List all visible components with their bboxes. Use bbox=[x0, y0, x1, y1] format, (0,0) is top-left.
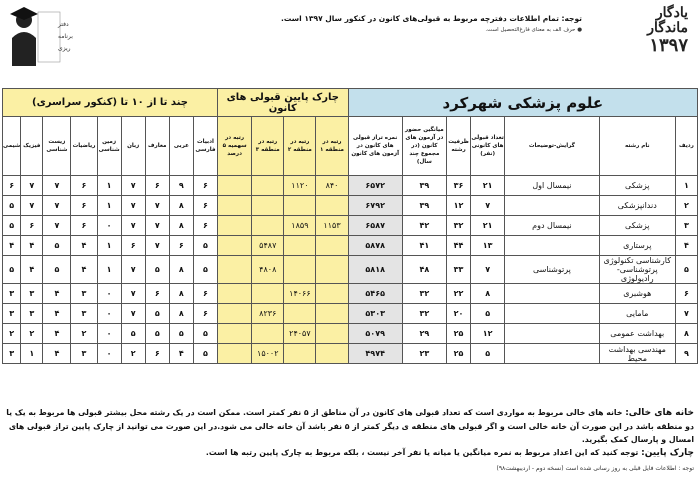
column-header: گرایش-توضیحات bbox=[505, 117, 599, 176]
subject-score: ۵ bbox=[145, 324, 169, 344]
balanced-score: ۵۸۱۸ bbox=[348, 256, 402, 284]
subject-score: ۴ bbox=[43, 304, 71, 324]
table-row bbox=[3, 176, 698, 196]
subject-score: ۰ bbox=[97, 324, 121, 344]
field-desc bbox=[505, 236, 599, 256]
rank-region-1: ۸۴۰ bbox=[316, 176, 348, 196]
table-row bbox=[3, 196, 698, 216]
rank-quota-5 bbox=[218, 344, 252, 364]
subject-score: ۵ bbox=[193, 344, 217, 364]
subject-score: ۷ bbox=[43, 216, 71, 236]
table-row bbox=[3, 256, 698, 284]
subject-score: ۵ bbox=[3, 256, 21, 284]
rank-region-2: ۲۴۰۵۷ bbox=[284, 324, 316, 344]
subject-score: ۵ bbox=[145, 256, 169, 284]
subject-score: ۶ bbox=[193, 176, 217, 196]
header-note: توجه: تمام اطلاعات دفترچه مربوط به قبولی‌های کانون در کنکور سال ۱۳۹۷ است. bbox=[281, 14, 582, 23]
subject-score: ۵ bbox=[193, 236, 217, 256]
subject-score: ۷ bbox=[121, 284, 145, 304]
footer-note: توجه : اطلاعات فایل قبلی به روز رسانی شده است (نسخه دوم - اردیبهشت۹۸) bbox=[496, 465, 694, 472]
rank-region-3: ۱۵۰۰۲ bbox=[252, 344, 284, 364]
subject-score: ۸ bbox=[169, 256, 193, 284]
brand-year: ۱۳۹۷ bbox=[649, 35, 688, 56]
avg-attendance: ۴۲ bbox=[402, 216, 446, 236]
accepted-count: ۸ bbox=[471, 284, 505, 304]
rank-region-1 bbox=[316, 304, 348, 324]
rank-quota-5 bbox=[218, 256, 252, 284]
capacity: ۲۵ bbox=[446, 344, 470, 364]
subject-score: ۵ bbox=[3, 196, 21, 216]
subject-score: ۱ bbox=[97, 176, 121, 196]
field-name: بهداشت عمومی bbox=[599, 324, 675, 344]
subject-score: ۷ bbox=[121, 196, 145, 216]
subject-score: ۵ bbox=[145, 304, 169, 324]
subject-score: ۶ bbox=[193, 196, 217, 216]
rank-region-3 bbox=[252, 196, 284, 216]
subject-score: ۵ bbox=[193, 256, 217, 284]
subject-score: ۳ bbox=[71, 304, 97, 324]
brand-logo bbox=[596, 6, 688, 64]
note-empty-title: خانه های خالی: bbox=[625, 408, 694, 418]
subject-score: ۳ bbox=[21, 284, 43, 304]
section-scores: چند تا از ۱۰ تا (کنکور سراسری) bbox=[3, 89, 218, 117]
accepted-count: ۷ bbox=[471, 196, 505, 216]
field-desc: نیمسال دوم bbox=[505, 216, 599, 236]
header-subnote: ● حرف الف به معنای فارغ‌التحصیل است. bbox=[485, 27, 582, 33]
rank-region-1 bbox=[316, 344, 348, 364]
subject-score: ۰ bbox=[97, 284, 121, 304]
section-ranks: چارک پایین قبولی های کانون bbox=[218, 89, 349, 117]
subject-score: ۷ bbox=[43, 176, 71, 196]
rank-region-2: ۱۴۰۶۶ bbox=[284, 284, 316, 304]
rank-quota-5 bbox=[218, 304, 252, 324]
rank-region-3 bbox=[252, 284, 284, 304]
column-header: رتبه در منطقه ۲ bbox=[284, 117, 316, 176]
subject-score: ۰ bbox=[97, 304, 121, 324]
rank-region-3 bbox=[252, 176, 284, 196]
rank-quota-5 bbox=[218, 196, 252, 216]
field-desc bbox=[505, 324, 599, 344]
field-name: دندانپزشکی bbox=[599, 196, 675, 216]
column-header: تعداد قبولی های کانونی (نفر) bbox=[471, 117, 505, 176]
subject-score: ۱ bbox=[21, 344, 43, 364]
field-name: پزشکی bbox=[599, 216, 675, 236]
avg-attendance: ۳۲ bbox=[402, 284, 446, 304]
subject-score: ۲ bbox=[3, 324, 21, 344]
field-name: کارشناسی تکنولوژی پرتوشناسی- رادیولوژی bbox=[599, 256, 675, 284]
rank-quota-5 bbox=[218, 236, 252, 256]
subject-score: ۲ bbox=[121, 344, 145, 364]
field-desc bbox=[505, 196, 599, 216]
subject-score: ۶ bbox=[145, 176, 169, 196]
subject-score: ۶ bbox=[145, 284, 169, 304]
subject-score: ۵ bbox=[43, 236, 71, 256]
rank-quota-5 bbox=[218, 324, 252, 344]
table-row bbox=[3, 324, 698, 344]
rank-region-3: ۸۲۳۶ bbox=[252, 304, 284, 324]
field-name: پرستاری bbox=[599, 236, 675, 256]
subject-score: ۳ bbox=[3, 284, 21, 304]
subject-score: ۵ bbox=[121, 324, 145, 344]
subject-score: ۷ bbox=[145, 236, 169, 256]
accepted-count: ۲۱ bbox=[471, 176, 505, 196]
accepted-count: ۵ bbox=[471, 304, 505, 324]
column-header: ردیف bbox=[675, 117, 697, 176]
capacity: ۳۲ bbox=[446, 216, 470, 236]
capacity: ۲۰ bbox=[446, 304, 470, 324]
subject-score: ۸ bbox=[169, 216, 193, 236]
column-header: زیست شناسی bbox=[43, 117, 71, 176]
subject-score: ۲ bbox=[21, 324, 43, 344]
avg-attendance: ۳۹ bbox=[402, 176, 446, 196]
capacity: ۳۶ bbox=[446, 176, 470, 196]
table-row bbox=[3, 284, 698, 304]
subject-score: ۱ bbox=[97, 196, 121, 216]
note-empty-cells bbox=[6, 406, 694, 446]
rank-quota-5 bbox=[218, 216, 252, 236]
column-header: شیمی bbox=[3, 117, 21, 176]
column-header: رتبه در منطقه ۳ bbox=[252, 117, 284, 176]
balanced-score: ۴۹۷۴ bbox=[348, 344, 402, 364]
column-header: رتبه در منطقه ۱ bbox=[316, 117, 348, 176]
subject-score: ۶ bbox=[145, 344, 169, 364]
capacity: ۴۴ bbox=[446, 236, 470, 256]
column-header: نمره تراز قبولی های کانون در آزمون های کانون bbox=[348, 117, 402, 176]
subject-score: ۴ bbox=[21, 256, 43, 284]
rank-region-2 bbox=[284, 344, 316, 364]
balanced-score: ۶۷۹۲ bbox=[348, 196, 402, 216]
rank-region-3 bbox=[252, 216, 284, 236]
subject-score: ۳ bbox=[21, 304, 43, 324]
column-header: نام رشته bbox=[599, 117, 675, 176]
subject-score: ۴ bbox=[21, 236, 43, 256]
row-number: ۸ bbox=[675, 324, 697, 344]
subject-score: ۱ bbox=[97, 256, 121, 284]
row-number: ۹ bbox=[675, 344, 697, 364]
subject-score: ۶ bbox=[71, 216, 97, 236]
subject-score: ۵ bbox=[193, 324, 217, 344]
subject-score: ۶ bbox=[169, 236, 193, 256]
subject-score: ۳ bbox=[3, 304, 21, 324]
subject-score: ۷ bbox=[145, 216, 169, 236]
field-name: مامایی bbox=[599, 304, 675, 324]
rank-region-3 bbox=[252, 324, 284, 344]
note-empty-text: خانه های خالی مربوط به مواردی است که تعداد قبولی های کانون در آن مناطق از ۵ نفر کمتر است. ممکن است در یک رشته محل بیشتر قبولی ها مربوط به یک یا دو منطقه باشد در این صورت آن خانه خالی است و اگر قبولی های منطقه ی دیگر کمتر از ۵ نفر باشد آن خانه خالی می شود.در این صورت می توانید از چارک پایین تراز قبولی های امسال و پارسال کمک بگیرید. bbox=[6, 408, 694, 444]
rank-region-1 bbox=[316, 256, 348, 284]
svg-text:ریزی: ریزی bbox=[58, 45, 71, 52]
row-number: ۵ bbox=[675, 256, 697, 284]
rank-region-1 bbox=[316, 236, 348, 256]
subject-score: ۴ bbox=[71, 256, 97, 284]
column-header: ظرفیت رشته bbox=[446, 117, 470, 176]
field-desc: نیمسال اول bbox=[505, 176, 599, 196]
column-header: ریاضیات bbox=[71, 117, 97, 176]
note-quartile bbox=[6, 446, 694, 460]
capacity: ۱۲ bbox=[446, 196, 470, 216]
accepted-count: ۷ bbox=[471, 256, 505, 284]
subject-score: ۷ bbox=[21, 176, 43, 196]
subject-score: ۷ bbox=[121, 256, 145, 284]
field-name: هوشبری bbox=[599, 284, 675, 304]
org-logo bbox=[4, 4, 73, 66]
balanced-score: ۵۴۶۵ bbox=[348, 284, 402, 304]
capacity: ۲۵ bbox=[446, 324, 470, 344]
accepted-count: ۱۳ bbox=[471, 236, 505, 256]
rank-region-2 bbox=[284, 236, 316, 256]
subject-score: ۵ bbox=[169, 324, 193, 344]
notes-block bbox=[6, 406, 694, 460]
rank-region-2 bbox=[284, 304, 316, 324]
subject-score: ۳ bbox=[71, 284, 97, 304]
subject-score: ۸ bbox=[169, 284, 193, 304]
column-header: میانگین حضور در آزمون های کانون (در مجموع چند سال) bbox=[402, 117, 446, 176]
avg-attendance: ۲۳ bbox=[402, 344, 446, 364]
note-quartile-title: چارک پایین: bbox=[641, 448, 694, 458]
field-name: پزشکی bbox=[599, 176, 675, 196]
subject-score: ۳ bbox=[3, 344, 21, 364]
avg-attendance: ۲۹ bbox=[402, 324, 446, 344]
capacity: ۳۳ bbox=[446, 256, 470, 284]
rank-region-2: ۱۱۲۰ bbox=[284, 176, 316, 196]
subject-score: ۶ bbox=[71, 176, 97, 196]
accepted-count: ۱۲ bbox=[471, 324, 505, 344]
svg-text:دفتر: دفتر bbox=[58, 21, 69, 28]
rank-quota-5 bbox=[218, 176, 252, 196]
table-row bbox=[3, 236, 698, 256]
rank-region-2 bbox=[284, 256, 316, 284]
subject-score: ۷ bbox=[21, 196, 43, 216]
subject-score: ۶ bbox=[21, 216, 43, 236]
subject-score: ۵ bbox=[43, 256, 71, 284]
rank-region-2 bbox=[284, 196, 316, 216]
subject-score: ۴ bbox=[43, 284, 71, 304]
balanced-score: ۶۵۷۲ bbox=[348, 176, 402, 196]
rank-region-1 bbox=[316, 284, 348, 304]
field-desc bbox=[505, 344, 599, 364]
subject-score: ۵ bbox=[3, 216, 21, 236]
balanced-score: ۵۰۷۹ bbox=[348, 324, 402, 344]
table-body bbox=[3, 176, 698, 364]
balanced-score: ۵۳۰۳ bbox=[348, 304, 402, 324]
balanced-score: ۵۸۷۸ bbox=[348, 236, 402, 256]
avg-attendance: ۳۲ bbox=[402, 304, 446, 324]
subject-score: ۶ bbox=[71, 196, 97, 216]
note-quartile-text: توجه کنید که این اعداد مربوط به نمره میانگین یا میانه یا نفر آخر نیست ، بلکه مربوط به چارک پایین رتبه ها است. bbox=[205, 448, 639, 457]
brand-line-1: یادگار bbox=[655, 5, 688, 21]
subject-score: ۷ bbox=[121, 304, 145, 324]
accepted-count: ۵ bbox=[471, 344, 505, 364]
subject-score: ۹ bbox=[169, 176, 193, 196]
row-number: ۳ bbox=[675, 216, 697, 236]
subject-score: ۰ bbox=[97, 216, 121, 236]
row-number: ۲ bbox=[675, 196, 697, 216]
column-header: فیزیک bbox=[21, 117, 43, 176]
subject-score: ۴ bbox=[43, 324, 71, 344]
rank-region-1 bbox=[316, 324, 348, 344]
subject-score: ۸ bbox=[169, 196, 193, 216]
subject-score: ۴ bbox=[71, 236, 97, 256]
balanced-score: ۶۵۸۷ bbox=[348, 216, 402, 236]
subject-score: ۴ bbox=[3, 236, 21, 256]
row-number: ۶ bbox=[675, 284, 697, 304]
field-name: مهندسی بهداشت محیط bbox=[599, 344, 675, 364]
subject-score: ۶ bbox=[193, 304, 217, 324]
rank-region-3: ۴۸۰۸ bbox=[252, 256, 284, 284]
avg-attendance: ۴۱ bbox=[402, 236, 446, 256]
subject-score: ۴ bbox=[169, 344, 193, 364]
column-header: رتبه در سهمیه ۵ درصد bbox=[218, 117, 252, 176]
subject-score: ۶ bbox=[193, 284, 217, 304]
table-row bbox=[3, 216, 698, 236]
section-field: علوم پزشکی شهرکرد bbox=[348, 89, 697, 117]
column-header: معارف bbox=[145, 117, 169, 176]
field-desc bbox=[505, 304, 599, 324]
subject-score: ۳ bbox=[71, 344, 97, 364]
subject-score: ۷ bbox=[121, 176, 145, 196]
row-number: ۷ bbox=[675, 304, 697, 324]
subject-score: ۷ bbox=[43, 196, 71, 216]
accepted-count: ۲۱ bbox=[471, 216, 505, 236]
subject-score: ۷ bbox=[121, 216, 145, 236]
table-row bbox=[3, 304, 698, 324]
table-row bbox=[3, 344, 698, 364]
subject-score: ۸ bbox=[169, 304, 193, 324]
field-desc bbox=[505, 284, 599, 304]
column-header-row bbox=[3, 117, 698, 176]
rank-region-1: ۱۱۵۳ bbox=[316, 216, 348, 236]
column-header: عربی bbox=[169, 117, 193, 176]
subject-score: ۶ bbox=[121, 236, 145, 256]
rank-region-1 bbox=[316, 196, 348, 216]
rank-region-2: ۱۸۵۹ bbox=[284, 216, 316, 236]
subject-score: ۲ bbox=[71, 324, 97, 344]
rank-region-3: ۵۴۸۷ bbox=[252, 236, 284, 256]
subject-score: ۱ bbox=[97, 236, 121, 256]
column-header: زمین شناسی bbox=[97, 117, 121, 176]
capacity: ۲۲ bbox=[446, 284, 470, 304]
subject-score: ۰ bbox=[97, 344, 121, 364]
rank-quota-5 bbox=[218, 284, 252, 304]
avg-attendance: ۴۸ bbox=[402, 256, 446, 284]
page-header bbox=[0, 0, 700, 70]
column-header: ادبیات فارسی bbox=[193, 117, 217, 176]
field-desc: پرتوشناسی bbox=[505, 256, 599, 284]
avg-attendance: ۳۹ bbox=[402, 196, 446, 216]
subject-score: ۷ bbox=[145, 196, 169, 216]
subject-score: ۶ bbox=[193, 216, 217, 236]
subject-score: ۶ bbox=[3, 176, 21, 196]
svg-text:برنامه: برنامه bbox=[58, 33, 73, 40]
row-number: ۱ bbox=[675, 176, 697, 196]
column-header: زبان bbox=[121, 117, 145, 176]
admission-table bbox=[2, 88, 698, 364]
subject-score: ۴ bbox=[43, 344, 71, 364]
row-number: ۴ bbox=[675, 236, 697, 256]
brand-line-2: ماندگار bbox=[647, 20, 688, 36]
